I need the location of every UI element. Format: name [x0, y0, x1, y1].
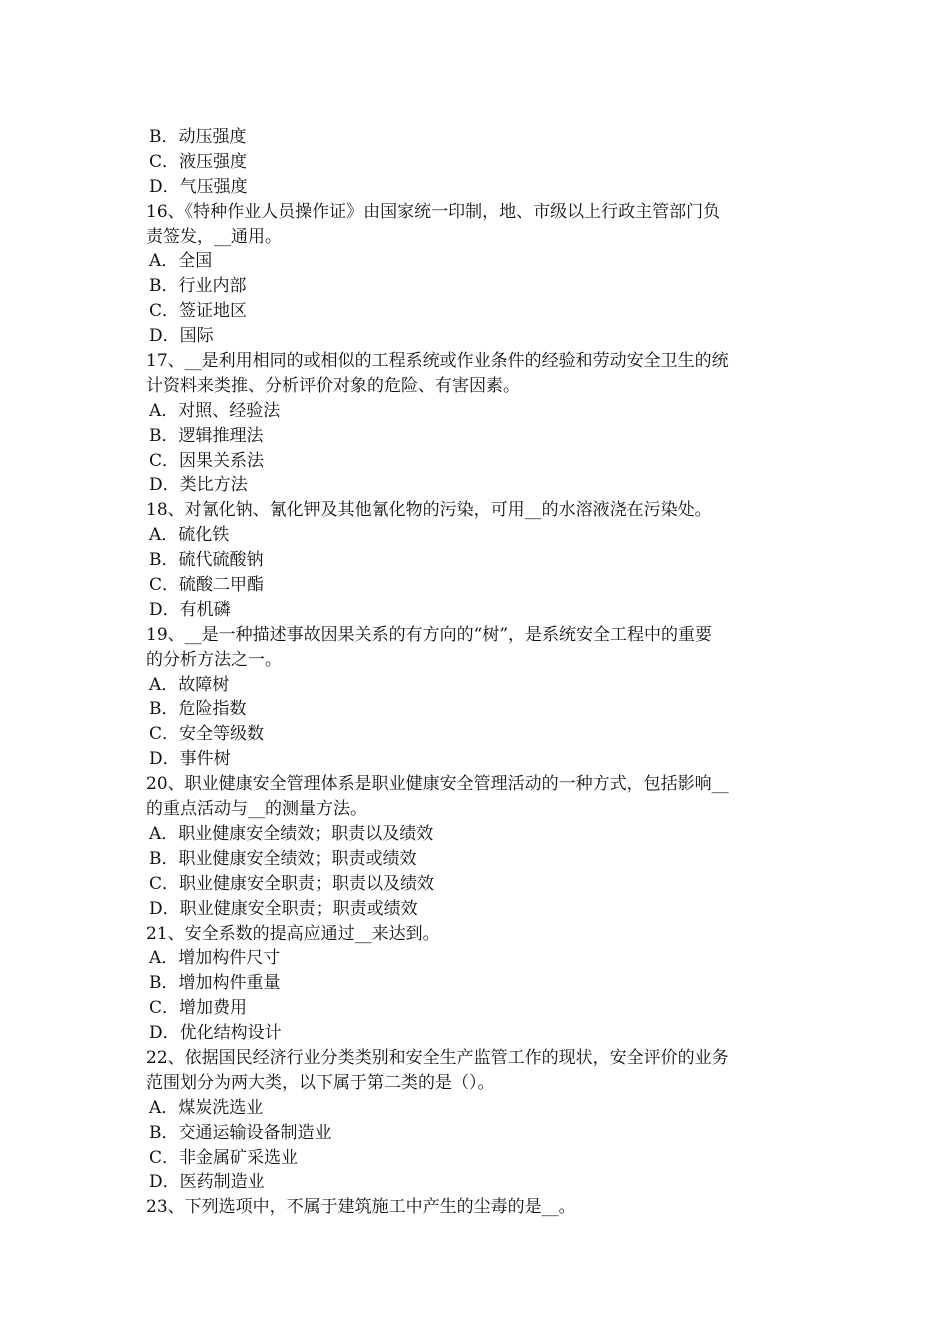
- answer-option-line: A．增加构件尺寸: [149, 948, 281, 969]
- answer-option-line: D．优化结构设计: [149, 1023, 282, 1044]
- answer-option-line: C．安全等级数: [149, 724, 265, 745]
- answer-option-line: D．职业健康安全职责；职责或绩效: [149, 898, 418, 919]
- question-text-line: 责签发，__通用。: [146, 226, 282, 247]
- answer-option-line: A．硫化铁: [149, 525, 230, 546]
- question-text-line: 19、__是一种描述事故因果关系的有方向的“树”，是系统安全工程中的重要: [146, 624, 713, 645]
- answer-option-line: D．类比方法: [149, 475, 248, 496]
- answer-option-line: A．故障树: [149, 674, 230, 695]
- answer-option-line: C．硫酸二甲酯: [149, 575, 265, 596]
- question-text-line: 计资料来类推、分析评价对象的危险、有害因素。: [146, 375, 520, 396]
- question-text-line: 23、下列选项中，不属于建筑施工中产生的尘毒的是__。: [146, 1197, 576, 1218]
- answer-option-line: B．交通运输设备制造业: [149, 1122, 332, 1143]
- document-page: [146, 125, 810, 1220]
- answer-option-line: A．对照、经验法: [149, 400, 281, 421]
- question-text-line: 的重点活动与__的测量方法。: [146, 799, 367, 820]
- answer-option-line: D．事件树: [149, 749, 231, 770]
- answer-option-line: B．动压强度: [149, 127, 247, 147]
- answer-option-line: D．气压强度: [149, 176, 248, 197]
- answer-option-line: A．煤炭洗选业: [149, 1097, 264, 1118]
- question-text-line: 21、安全系数的提高应通过__来达到。: [146, 923, 440, 944]
- answer-option-line: C．非金属矿采选业: [149, 1147, 299, 1168]
- answer-option-line: B．增加构件重量: [149, 973, 281, 994]
- answer-option-line: C．职业健康安全职责；职责以及绩效: [149, 873, 435, 894]
- answer-option-line: B．逻辑推理法: [149, 425, 264, 446]
- question-text-line: 范围划分为两大类，以下属于第二类的是（）。: [146, 1072, 495, 1093]
- answer-option-line: D．医药制造业: [149, 1172, 265, 1193]
- question-text-line: 17、__是利用相同的或相似的工程系统或作业条件的经验和劳动安全卫生的统: [146, 351, 729, 372]
- answer-option-line: B．职业健康安全绩效；职责或绩效: [149, 848, 417, 869]
- answer-option-line: C．因果关系法: [149, 450, 265, 471]
- answer-option-line: B．硫代硫酸钠: [149, 550, 264, 571]
- answer-option-line: A．职业健康安全绩效；职责以及绩效: [149, 823, 434, 844]
- answer-option-line: B．行业内部: [149, 276, 247, 297]
- answer-option-line: D．国际: [149, 326, 214, 347]
- question-text-line: 的分析方法之一。: [146, 649, 282, 670]
- question-text-line: 18、对氰化钠、氰化钾及其他氰化物的污染，可用__的水溶液浇在污染处。: [146, 500, 712, 521]
- question-text-line: 22、依据国民经济行业分类类别和安全生产监管工作的现状，安全评价的业务: [146, 1047, 729, 1068]
- answer-option-line: B．危险指数: [149, 699, 247, 720]
- answer-option-line: C．液压强度: [149, 151, 248, 172]
- question-text-line: 20、职业健康安全管理体系是职业健康安全管理活动的一种方式，包括影响__: [146, 774, 729, 795]
- answer-option-line: D．有机磷: [149, 599, 231, 620]
- answer-option-line: C．增加费用: [149, 998, 248, 1019]
- question-text-line: 16、《特种作业人员操作证》由国家统一印制，地、市级以上行政主管部门负: [146, 201, 721, 222]
- answer-option-line: A．全国: [149, 251, 213, 272]
- answer-option-line: C．签证地区: [149, 301, 248, 322]
